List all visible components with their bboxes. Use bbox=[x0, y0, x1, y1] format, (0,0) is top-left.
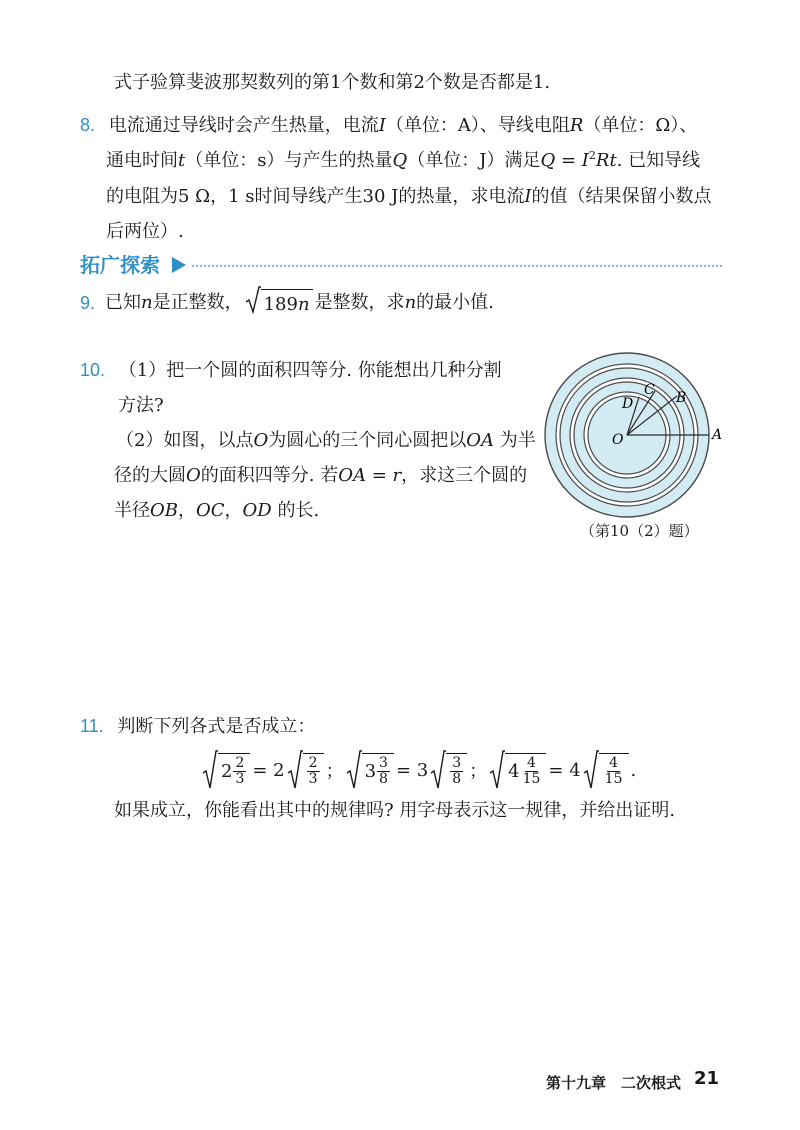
q8-line-3 bbox=[106, 184, 711, 210]
label-B: B bbox=[676, 390, 687, 406]
label-A: A bbox=[712, 427, 723, 443]
fraction bbox=[233, 756, 246, 787]
var-Q: Q bbox=[392, 150, 408, 171]
q10-text: 方法? bbox=[118, 395, 164, 416]
separator: ， bbox=[224, 500, 243, 521]
q8-text: （单位：A）、导线电阻 bbox=[385, 115, 570, 136]
denominator: 15 bbox=[522, 771, 541, 787]
chapter-footer: 第十九章 二次根式 bbox=[546, 1074, 682, 1092]
q8-text: 电流通过导线时会产生热量，电流 bbox=[108, 115, 379, 136]
concentric-circles-figure bbox=[542, 350, 742, 520]
play-arrow-icon bbox=[172, 257, 186, 273]
label-D: D bbox=[622, 396, 634, 412]
q8-line-4 bbox=[106, 219, 184, 245]
eq-r: r bbox=[392, 465, 402, 486]
dotted-divider bbox=[192, 265, 722, 267]
numerator: 2 bbox=[308, 755, 318, 771]
q8-line-1 bbox=[80, 112, 697, 139]
page-number: 21 bbox=[694, 1068, 720, 1089]
label-C: C bbox=[644, 382, 655, 398]
q10-line-3 bbox=[116, 428, 536, 454]
q10-line-2 bbox=[118, 393, 164, 419]
carryover-text: 式子验算斐波那契数列的第1个数和第2个数是否都是1. bbox=[114, 72, 551, 93]
q8-number: 8. bbox=[80, 115, 96, 135]
q11-number: 11. bbox=[80, 716, 104, 736]
var-OD: OD bbox=[242, 500, 272, 521]
eq-Rt: Rt bbox=[595, 150, 617, 171]
denominator: 8 bbox=[379, 771, 388, 787]
q11-line-3 bbox=[114, 798, 675, 824]
q11-formula bbox=[200, 748, 636, 792]
sqrt-fraction-4-15 bbox=[583, 753, 629, 787]
var-n: n bbox=[141, 292, 153, 313]
fraction bbox=[377, 756, 390, 787]
q10-line-4 bbox=[114, 463, 527, 489]
q10-text: （2）如图，以点 bbox=[116, 430, 254, 451]
equals-coeff: = 3 bbox=[395, 759, 429, 781]
q8-line-2 bbox=[106, 148, 700, 174]
var-n: n bbox=[404, 292, 417, 313]
numerator: 2 bbox=[235, 755, 245, 771]
var-t: t bbox=[178, 150, 186, 171]
radical-sign-icon bbox=[287, 749, 303, 791]
equals-coeff: = 2 bbox=[252, 759, 285, 781]
section-title: 拓广探索 bbox=[80, 253, 160, 277]
radical-sign-icon bbox=[346, 749, 362, 791]
q9-line bbox=[80, 287, 494, 319]
q10-number: 10. bbox=[80, 360, 106, 380]
denominator: 3 bbox=[235, 771, 245, 787]
eq-sign: = bbox=[555, 150, 582, 171]
var-O: O bbox=[186, 465, 201, 486]
sqrt-189n bbox=[245, 289, 313, 318]
q8-text: （单位：Ω）、 bbox=[583, 115, 698, 136]
eq-OA: OA bbox=[338, 465, 366, 486]
eq-sign: = bbox=[365, 465, 393, 486]
section-header bbox=[80, 250, 722, 280]
equals-coeff: = 4 bbox=[548, 759, 581, 781]
q11-followup: 如果成立，你能看出其中的规律吗? 用字母表示这一规律，并给出证明. bbox=[114, 800, 676, 821]
q8-text: 后两位）. bbox=[106, 221, 184, 242]
radicand-number: 189 bbox=[263, 293, 298, 315]
radical-sign-icon bbox=[430, 749, 446, 791]
q8-text: （单位：J）满足 bbox=[407, 150, 541, 171]
q8-text: 通电时间 bbox=[106, 150, 178, 171]
sqrt-mixed-3-3-8 bbox=[346, 753, 394, 787]
separator: ； bbox=[325, 761, 344, 782]
eq-Q: Q bbox=[540, 150, 556, 171]
separator: . bbox=[630, 759, 637, 781]
q10-text: 为半 bbox=[493, 430, 536, 451]
fraction bbox=[603, 756, 625, 787]
q8-text: （单位：s）与产生的热量 bbox=[185, 150, 393, 171]
radical-sign-icon bbox=[583, 749, 599, 791]
var-OB: OB bbox=[150, 500, 178, 521]
separator: ， bbox=[177, 500, 196, 521]
q9-text: 是整数，求 bbox=[314, 292, 405, 313]
sqrt-mixed-4-4-15 bbox=[489, 753, 546, 787]
q9-text: 是正整数， bbox=[152, 292, 243, 313]
denominator: 15 bbox=[604, 771, 623, 787]
q10-text: 的长. bbox=[271, 500, 320, 521]
q9-text: 的最小值. bbox=[416, 292, 494, 313]
fraction bbox=[521, 756, 543, 787]
separator: ； bbox=[469, 761, 488, 782]
radicand-var: n bbox=[297, 293, 310, 315]
q8-text: 的电阻为5 Ω，1 s时间导线产生30 J的热量，求电流 bbox=[106, 186, 525, 207]
q9-number: 9. bbox=[80, 293, 96, 313]
eq-I: I bbox=[581, 150, 589, 171]
numerator: 3 bbox=[452, 755, 462, 771]
numerator: 4 bbox=[527, 755, 536, 771]
label-O: O bbox=[612, 432, 624, 448]
radical-sign-icon bbox=[202, 749, 218, 791]
var-OC: OC bbox=[195, 500, 225, 521]
fraction bbox=[450, 756, 463, 787]
var-I: I bbox=[378, 115, 386, 136]
whole-part: 2 bbox=[221, 761, 233, 782]
var-O: O bbox=[253, 430, 269, 451]
q10-text: 半径 bbox=[114, 500, 150, 521]
whole-part: 4 bbox=[508, 761, 520, 782]
q9-text: 已知 bbox=[105, 292, 142, 313]
q10-text: 为圆心的三个同心圆把以 bbox=[268, 430, 467, 451]
var-I: I bbox=[524, 186, 532, 207]
denominator: 8 bbox=[452, 771, 462, 787]
denominator: 3 bbox=[308, 771, 318, 787]
numerator: 3 bbox=[379, 755, 388, 771]
sqrt-mixed-2-2-3 bbox=[202, 753, 250, 787]
q10-text: 径的大圆 bbox=[114, 465, 186, 486]
carryover-line bbox=[114, 70, 550, 96]
radical-sign-icon bbox=[245, 285, 261, 315]
figure-caption: （第10（2）题） bbox=[580, 522, 699, 540]
eq-superscript: 2 bbox=[588, 149, 596, 162]
radical-sign-icon bbox=[489, 749, 505, 791]
q10-text: 的面积四等分. 若 bbox=[200, 465, 339, 486]
numerator: 4 bbox=[609, 755, 619, 771]
fraction bbox=[307, 756, 320, 787]
var-OA: OA bbox=[466, 430, 494, 451]
var-R: R bbox=[569, 115, 584, 136]
q10-line-1 bbox=[80, 357, 502, 384]
whole-part: 3 bbox=[364, 761, 377, 782]
q8-text: . 已知导线 bbox=[616, 150, 701, 171]
sqrt-fraction-3-8 bbox=[430, 753, 467, 787]
q8-text: 的值（结果保留小数点 bbox=[531, 186, 712, 207]
q10-text: （1）把一个圆的面积四等分. 你能想出几种分割 bbox=[118, 360, 502, 381]
q11-title: 判断下列各式是否成立： bbox=[117, 716, 316, 737]
q10-text: ，求这三个圆的 bbox=[401, 465, 528, 486]
sqrt-fraction-2-3 bbox=[287, 753, 324, 787]
q10-line-5 bbox=[114, 498, 319, 524]
q11-line-1 bbox=[80, 713, 315, 740]
